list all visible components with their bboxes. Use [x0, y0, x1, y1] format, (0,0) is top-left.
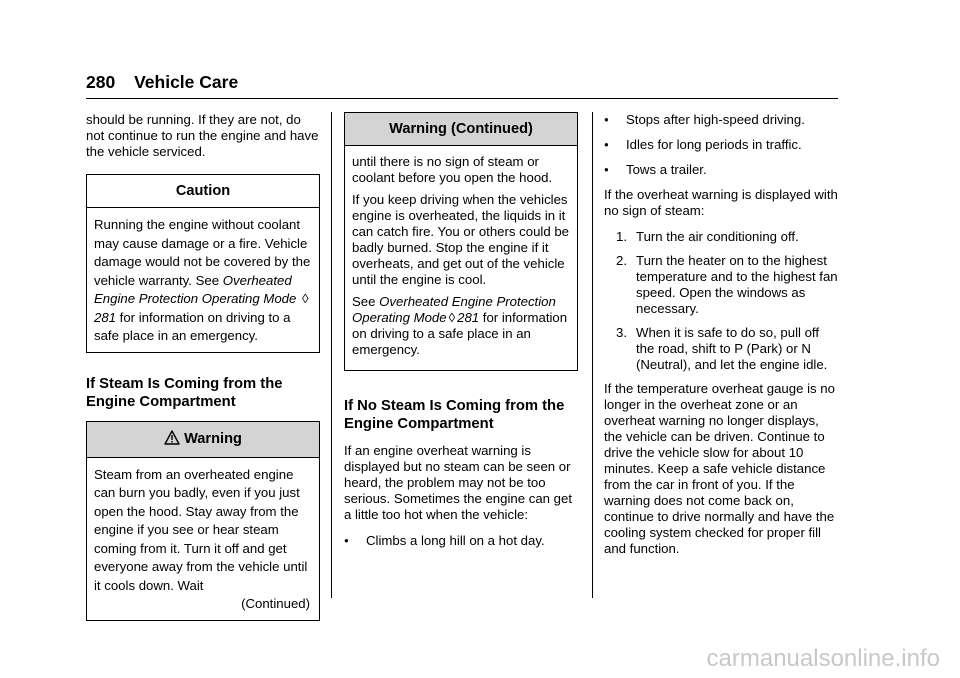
no-steam-section-heading: If No Steam Is Coming from the Engine Compartment [344, 398, 565, 432]
warning-cont-p2: If you keep driving when the vehicles engine is overheated, the liquids in it can catch fire. You or others could be badly burned. Stop the engine if it overheats, and get out of the vehicle until the engine is cool. [352, 192, 569, 287]
caution-body [87, 208, 319, 352]
warning-header [87, 422, 319, 458]
warning-ref-page[interactable]: 281 [457, 310, 480, 325]
page-ref-arrow-icon: ◊ [302, 291, 309, 306]
no-steam-paragraph: If an engine overheat warning is displayed but no steam can be seen or heard, the problem may not be too serious. Sometimes the engine can get a little too hot when the vehicle: [344, 443, 572, 522]
bullet-text: Tows a trailer. [626, 162, 707, 177]
column-divider [331, 112, 332, 598]
warning-title: Warning [184, 430, 242, 447]
step-item [604, 229, 838, 245]
warning-cont-p1: until there is no sign of steam or coolant before you open the hood. [352, 154, 553, 185]
step-item [604, 325, 838, 373]
step-item [604, 253, 838, 317]
list-item [344, 533, 578, 549]
bullet-icon: ● [604, 165, 609, 174]
column-2 [344, 112, 578, 558]
list-item [604, 137, 838, 153]
page-title: Vehicle Care [134, 72, 239, 92]
warning-ref-title: Overheated Engine Protection Operating Mode [352, 294, 556, 325]
overheat-paragraph: If the overheat warning is displayed with no sign of steam: [604, 187, 838, 218]
step-number: 1. [616, 229, 627, 244]
header-rule [86, 98, 838, 99]
bullet-text: Climbs a long hill on a hot day. [366, 533, 545, 548]
warning-triangle-icon [164, 430, 180, 449]
warning-continued-body [345, 146, 577, 370]
warning-body [87, 458, 319, 620]
warning-text: Steam from an overheated engine can burn you badly, even if you just open the hood. Stay away from the engine if you see or hear steam coming from it. Turn it off and get everyone away from the vehicle until it cools down. Wait [94, 466, 308, 593]
step-number: 3. [616, 325, 627, 340]
intro-paragraph: should be running. If they are not, do not continue to run the engine and have the vehicle serviced. [86, 112, 319, 159]
step-text: When it is safe to do so, pull off the road, shift to P (Park) or N (Neutral), and let the engine idle. [636, 325, 828, 372]
caution-ref-title: Overheated Engine Protection Operating Mode [94, 272, 297, 306]
see-text: See [352, 294, 380, 309]
bullet-text: Stops after high-speed driving. [626, 112, 805, 127]
step-number: 2. [616, 253, 627, 268]
bullet-icon: ● [344, 536, 349, 545]
step-text: Turn the air conditioning off. [636, 229, 799, 244]
caution-box [86, 174, 320, 353]
warning-cont-p3 [352, 294, 570, 358]
column-divider [592, 112, 593, 598]
steam-section-heading: If Steam Is Coming from the Engine Compartment [86, 375, 283, 410]
watermark-text: carmanualsonline.info [706, 645, 940, 672]
page-header [86, 72, 238, 93]
gauge-paragraph: If the temperature overheat gauge is no longer in the overheat zone or an overheat warning no longer displays, the vehicle can be driven. Continue to drive the vehicle slow for about 10 minutes. Keep a safe vehicle distance from the car in front of you. If the warning does not come back on, continue to drive normally and have the cooling system checked for proper fill and function. [604, 381, 835, 556]
bullet-icon: ● [604, 140, 609, 149]
column-3 [604, 112, 838, 567]
warning-continued-title: Warning (Continued) [345, 113, 577, 146]
warning-box [86, 421, 320, 621]
caution-text-after: for information on driving to a safe place in an emergency. [94, 309, 291, 343]
bullet-icon: ● [604, 115, 609, 124]
continued-label: (Continued) [241, 596, 310, 611]
list-item [604, 112, 838, 128]
column-1 [86, 112, 320, 635]
bullet-text: Idles for long periods in traffic. [626, 137, 802, 152]
caution-ref-page[interactable]: 281 [94, 309, 117, 325]
warning-ref-after: for information on driving to a safe place in an emergency. [352, 310, 568, 357]
step-text: Turn the heater on to the highest temperature and to the highest fan speed. Open the windows as necessary. [636, 253, 838, 316]
page-number: 280 [86, 72, 116, 92]
page-ref-arrow-icon: ◊ [448, 310, 456, 325]
caution-title: Caution [87, 175, 319, 208]
warning-continued-box [344, 112, 578, 371]
caution-text: Running the engine without coolant may cause damage or a fire. Vehicle damage would not be covered by the vehicle warranty. See [94, 217, 311, 288]
list-item [604, 162, 838, 178]
